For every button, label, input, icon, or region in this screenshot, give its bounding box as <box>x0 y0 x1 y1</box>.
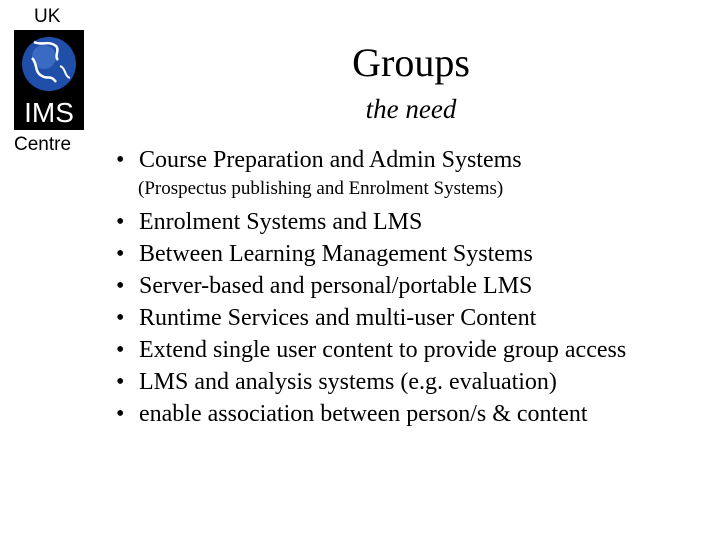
bullet-item <box>116 144 716 176</box>
slide-title: Groups <box>352 40 470 85</box>
bullet-marker: • <box>116 369 125 395</box>
slide-subtitle: the need <box>365 94 457 124</box>
bullet-text: Extend single user content to provide group access <box>139 337 627 363</box>
bullet-marker: • <box>116 147 125 173</box>
bullet-marker: • <box>116 401 125 427</box>
bullet-item <box>116 238 716 270</box>
bullet-subtext: (Prospectus publishing and Enrolment Systems) <box>138 178 504 199</box>
bullet-marker: • <box>116 209 125 235</box>
bullet-item <box>116 206 716 238</box>
bullet-text: Course Preparation and Admin Systems <box>139 147 522 173</box>
bullet-item <box>116 398 716 430</box>
bullet-marker: • <box>116 337 125 363</box>
bullet-text: Between Learning Management Systems <box>139 241 533 267</box>
bullet-text: enable association between person/s & content <box>139 401 588 427</box>
bullet-marker: • <box>116 305 125 331</box>
bullet-item <box>116 270 716 302</box>
bullet-list <box>116 144 716 430</box>
bullet-marker: • <box>116 273 125 299</box>
bullet-marker: • <box>116 241 125 267</box>
bullet-text: LMS and analysis systems (e.g. evaluation) <box>139 369 557 395</box>
logo-bottom-text: Centre <box>14 134 72 155</box>
bullet-text: Runtime Services and multi-user Content <box>139 305 537 331</box>
logo-center-text: IMS <box>24 97 74 128</box>
bullet-text: Enrolment Systems and LMS <box>139 209 423 235</box>
bullet-item <box>116 366 716 398</box>
bullet-text: Server-based and personal/portable LMS <box>139 273 533 299</box>
logo-top-text: UK <box>34 6 61 27</box>
bullet-item <box>116 302 716 334</box>
bullet-item <box>116 334 716 366</box>
